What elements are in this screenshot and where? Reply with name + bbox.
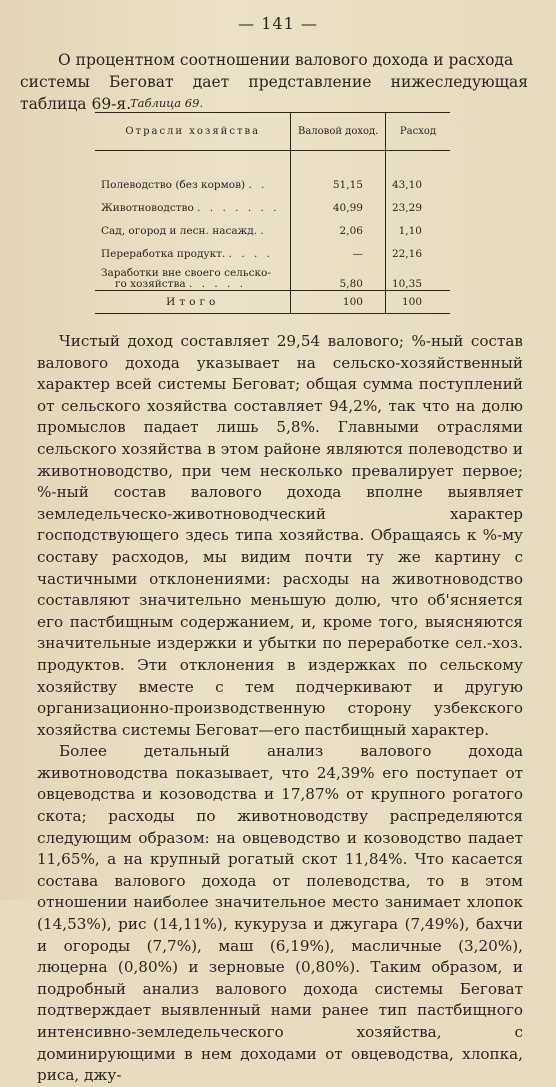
table-row	[95, 191, 450, 214]
row-income: —	[291, 237, 386, 260]
table-total-row	[95, 291, 450, 314]
intro-line-1: О процентном соотношении валового дохода и расхода	[58, 51, 514, 69]
table-row	[95, 151, 450, 192]
income-expense-table	[95, 112, 450, 314]
row-income: 40,99	[291, 191, 386, 214]
total-expense: 100	[385, 291, 450, 314]
row-label: Заработки вне своего сельско- го хозяйства . . . . .	[95, 260, 291, 291]
header-income: Валовой доход.	[291, 113, 386, 151]
header-branch: Отрасли хозяйства	[95, 113, 291, 151]
row-income: 2,06	[291, 214, 386, 237]
row-label: Полеводство (без кормов) . .	[95, 151, 291, 192]
row-expense: 43,10	[391, 179, 422, 191]
intro-text	[20, 49, 528, 115]
row-label: Переработка продукт. . . . .	[95, 237, 291, 260]
row-income: 5,80	[291, 260, 386, 291]
header-expense: Расход	[385, 113, 450, 151]
table-row	[95, 260, 450, 291]
total-income: 100	[291, 291, 386, 314]
table-caption: Таблица 69.	[130, 96, 204, 110]
row-label: Животноводство . . . . . . .	[95, 191, 291, 214]
intro-line-2: системы Беговат дает представление нижеследующая таблица 69-я.	[20, 73, 528, 113]
row-expense: 10,35	[385, 260, 450, 291]
row-expense: 1,10	[398, 225, 422, 237]
paragraph-1: Чистый доход составляет 29,54 валового; %-ный состав валового дохода указывает на сельско-хозяйственный характер всей системы Беговат; общая сумма поступлений от сельского хозяйства составляет 94,2%, так что на долю промыслов падает лишь 5,8%. Главными отраслями сельского хозяйства в этом районе являются полеводство и животноводство, при чем несколько превалирует первое; %-ный состав валового дохода вполне выявляет земледельческо-животноводческий характер господствующего здесь типа хозяйства. Обращаясь к %-му составу расходов, мы видим почти ту же картину с частичными отклонениями: расходы на животноводство составляют значительно меньшую долю, что об'ясняется его пастбищным содержанием, и, кроме того, выясняются значительные издержки и убытки по переработке сел.-хоз. продуктов. Эти отклонения в издержках по сельскому хозяйству вместе с тем подчеркивают и другую организационно-производственную сторону узбекского хозяйства системы Беговат—его пастбищный характер.	[37, 332, 523, 739]
table-row	[95, 214, 450, 237]
row-expense: 22,16	[391, 248, 422, 260]
row-label: Сад, огород и лесн. насажд. .	[95, 214, 291, 237]
table-header-row	[95, 113, 450, 151]
total-label: Итого	[95, 291, 291, 314]
row-expense: 23,29	[391, 202, 422, 214]
page-number: — 141 —	[238, 14, 318, 33]
paragraph-2: Более детальный анализ валового дохода животноводства показывает, что 24,39% его поступает от овцеводства и козоводства и 17,87% от крупного рогатого скота; расходы по животноводству распределяются следующим образом: на овцеводство и козоводство падает 11,65%, а на крупный рогатый скот 11,84%. Что касается состава валового дохода от полеводства, то в этом отношении наиболее значительное место занимает хлопок (14,53%), рис (14,11%), кукуруза и джугара (7,49%), бахчи и огороды (7,7%), маш (6,19%), масличные (3,20%), люцерна (0,80%) и зерновые (0,80%). Таким образом, и подробный анализ валового дохода системы Беговат подтверждает выявленный нами ранее тип пастбищного интенсивно-земледельческого хозяйства, с доминирующими в нем доходами от овцеводства, хлопка, риса, джу-	[37, 742, 523, 1085]
body-text	[37, 331, 523, 1087]
row-income: 51,15	[291, 151, 386, 192]
table-row	[95, 237, 450, 260]
